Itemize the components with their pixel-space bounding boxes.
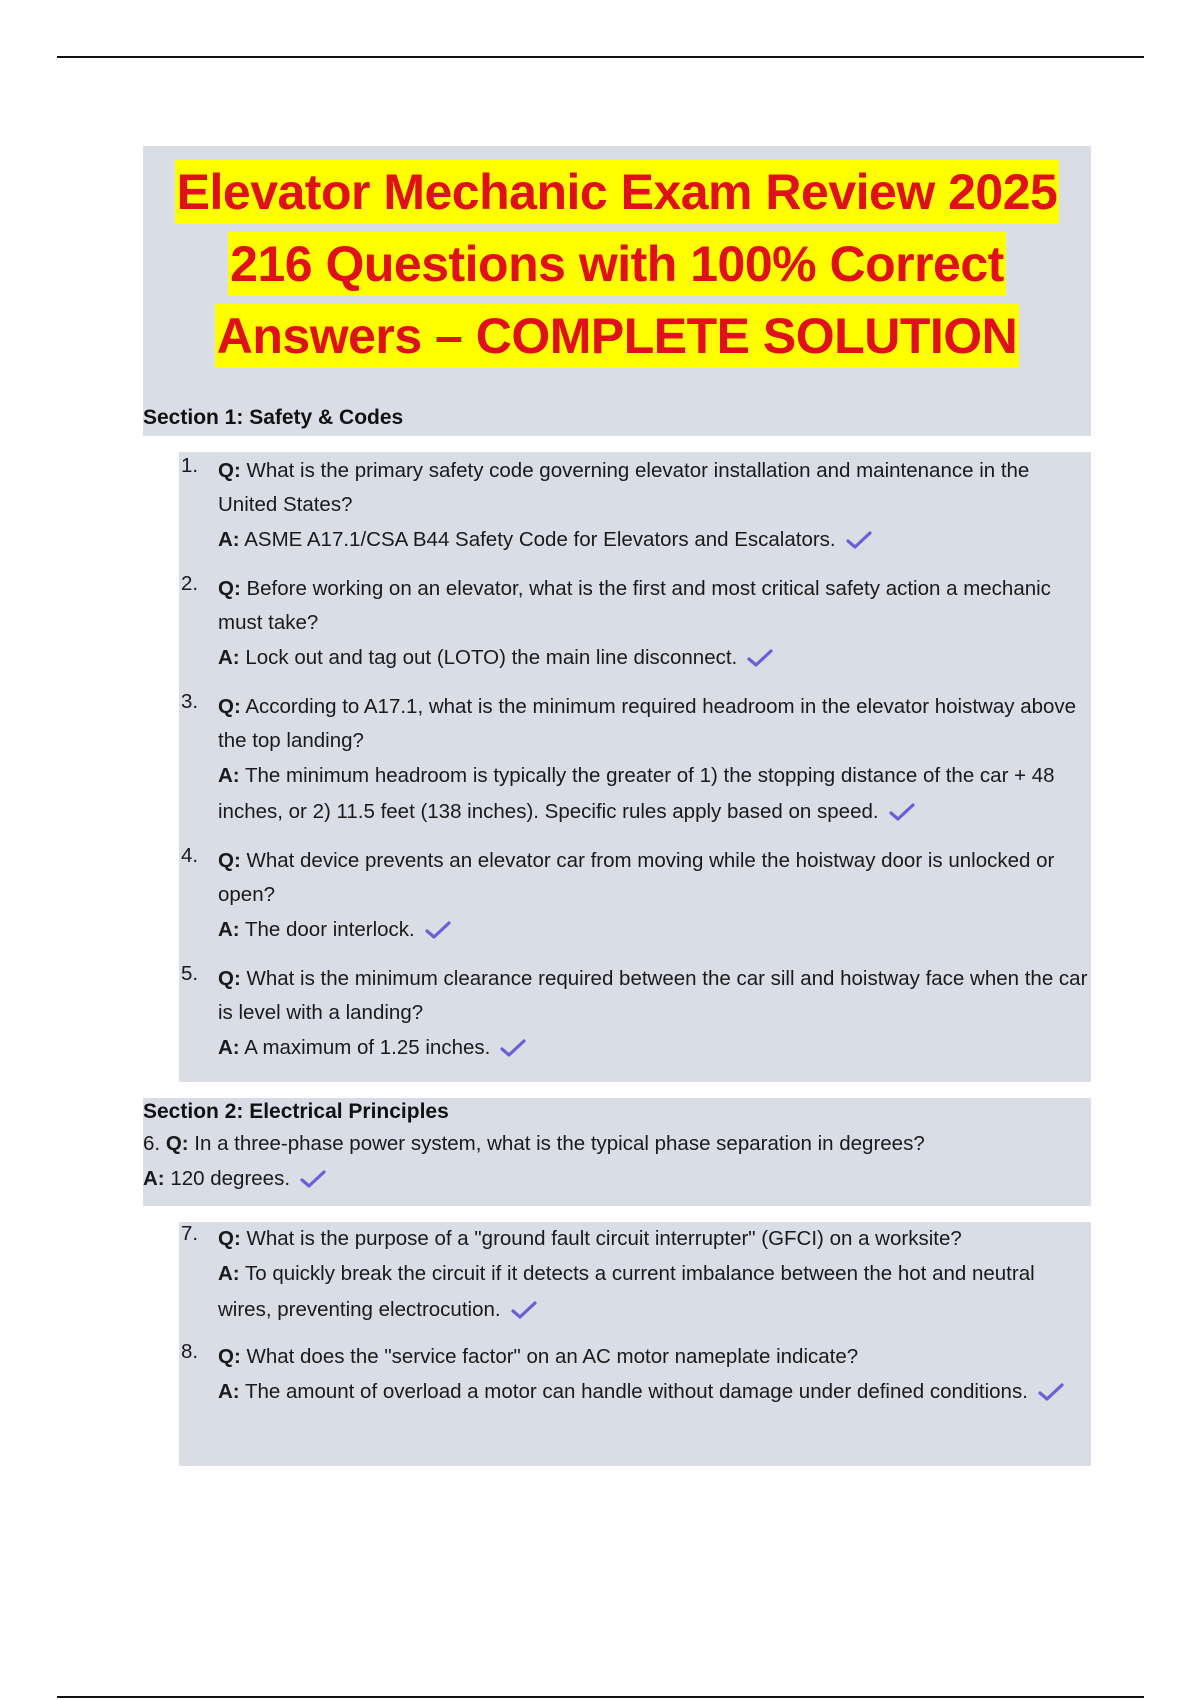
document-title [143,146,1091,368]
qa-box-section-2-continued [179,1222,1091,1466]
checkmark-icon [889,803,915,821]
answer [143,1161,1091,1196]
bottom-rule [57,1696,1144,1698]
checkmark-icon [747,649,773,667]
title-block [143,146,1091,436]
checkmark-icon [425,921,451,939]
question [218,572,1091,640]
qa-item [179,1222,1091,1328]
checkmark-icon [500,1039,526,1057]
question [218,962,1091,1030]
checkmark-icon [1038,1383,1064,1401]
question-label: Q: [218,695,241,718]
answer-text: 120 degrees. [170,1167,291,1190]
checkmark-icon [300,1170,326,1188]
question-label: Q: [218,577,241,600]
answer-text: To quickly break the circuit if it detects a current imbalance between the hot and neutral wires, preventing electrocution. [218,1262,1035,1321]
item-number: 1. [181,454,199,477]
question-label: Q: [218,849,241,872]
answer-label: A: [218,764,240,787]
item-number: 3. [181,690,199,713]
question-text: According to A17.1, what is the minimum required headroom in the elevator hoistway above the top landing? [218,695,1077,752]
item-number: 4. [181,844,199,867]
answer-text: A maximum of 1.25 inches. [244,1036,491,1059]
section-heading-safety-codes: Section 1: Safety & Codes [143,406,404,429]
section-heading-electrical: Section 2: Electrical Principles [143,1100,449,1123]
item-number: 7. [181,1222,199,1245]
answer-text: The door interlock. [244,918,415,941]
title-line-3: Answers – COMPLETE SOLUTION [215,304,1020,368]
question [218,454,1091,522]
item-number: 2. [181,572,199,595]
qa-box-section-2 [143,1098,1091,1206]
question [218,1340,1091,1374]
answer-label: A: [218,918,240,941]
qa-item [179,454,1091,558]
qa-item [179,572,1091,676]
question [218,844,1091,912]
answer-text: The minimum headroom is typically the greater of 1) the stopping distance of the car + 48 inches, or 2) 11.5 feet (138 inches). Specific rules apply based on speed. [218,764,1055,823]
answer [218,1256,1091,1328]
question-text: What is the primary safety code governing elevator installation and maintenance in the United States? [218,459,1030,516]
answer-text: ASME A17.1/CSA B44 Safety Code for Elevators and Escalators. [244,528,836,551]
qa-item [179,844,1091,948]
answer-text: Lock out and tag out (LOTO) the main line disconnect. [245,646,738,669]
answer-label: A: [218,528,240,551]
qa-box-section-1 [179,452,1091,1082]
question-text: What is the minimum clearance required between the car sill and hoistway face when the car is level with a landing? [218,967,1088,1024]
question-text: Before working on an elevator, what is the first and most critical safety action a mechanic must take? [218,577,1051,634]
question-text: What does the "service factor" on an AC motor nameplate indicate? [246,1345,859,1368]
title-line-1: Elevator Mechanic Exam Review 2025 [175,160,1060,224]
question [218,690,1091,758]
question [143,1126,1091,1161]
answer-label: A: [143,1167,165,1190]
question-label: Q: [218,459,241,482]
answer-label: A: [218,1262,240,1285]
answer [218,522,1091,558]
question-text: In a three-phase power system, what is the typical phase separation in degrees? [194,1132,925,1155]
question-label: Q: [218,1227,241,1250]
checkmark-icon [846,531,872,549]
answer [218,758,1091,830]
answer [218,640,1091,676]
item-number: 5. [181,962,199,985]
qa-list [179,452,1091,1066]
question-label: Q: [165,1132,189,1155]
answer [218,912,1091,948]
answer-label: A: [218,1380,240,1403]
qa-list [179,1222,1091,1410]
answer-label: A: [218,1036,240,1059]
question-text: What device prevents an elevator car from moving while the hoistway door is unlocked or open? [218,849,1055,906]
question-text: What is the purpose of a "ground fault circuit interrupter" (GFCI) on a worksite? [246,1227,962,1250]
top-rule [57,56,1144,58]
item-number: 6. [143,1132,161,1155]
question-label: Q: [218,967,241,990]
answer [218,1030,1091,1066]
qa-item [179,962,1091,1066]
question [218,1222,1091,1256]
question-label: Q: [218,1345,241,1368]
answer-label: A: [218,646,240,669]
checkmark-icon [511,1301,537,1319]
qa-item [179,690,1091,830]
item-number: 8. [181,1340,199,1363]
answer [218,1374,1091,1410]
qa-item [179,1340,1091,1410]
answer-text: The amount of overload a motor can handle without damage under defined conditions. [244,1380,1028,1403]
title-line-2: 216 Questions with 100% Correct [228,232,1006,296]
